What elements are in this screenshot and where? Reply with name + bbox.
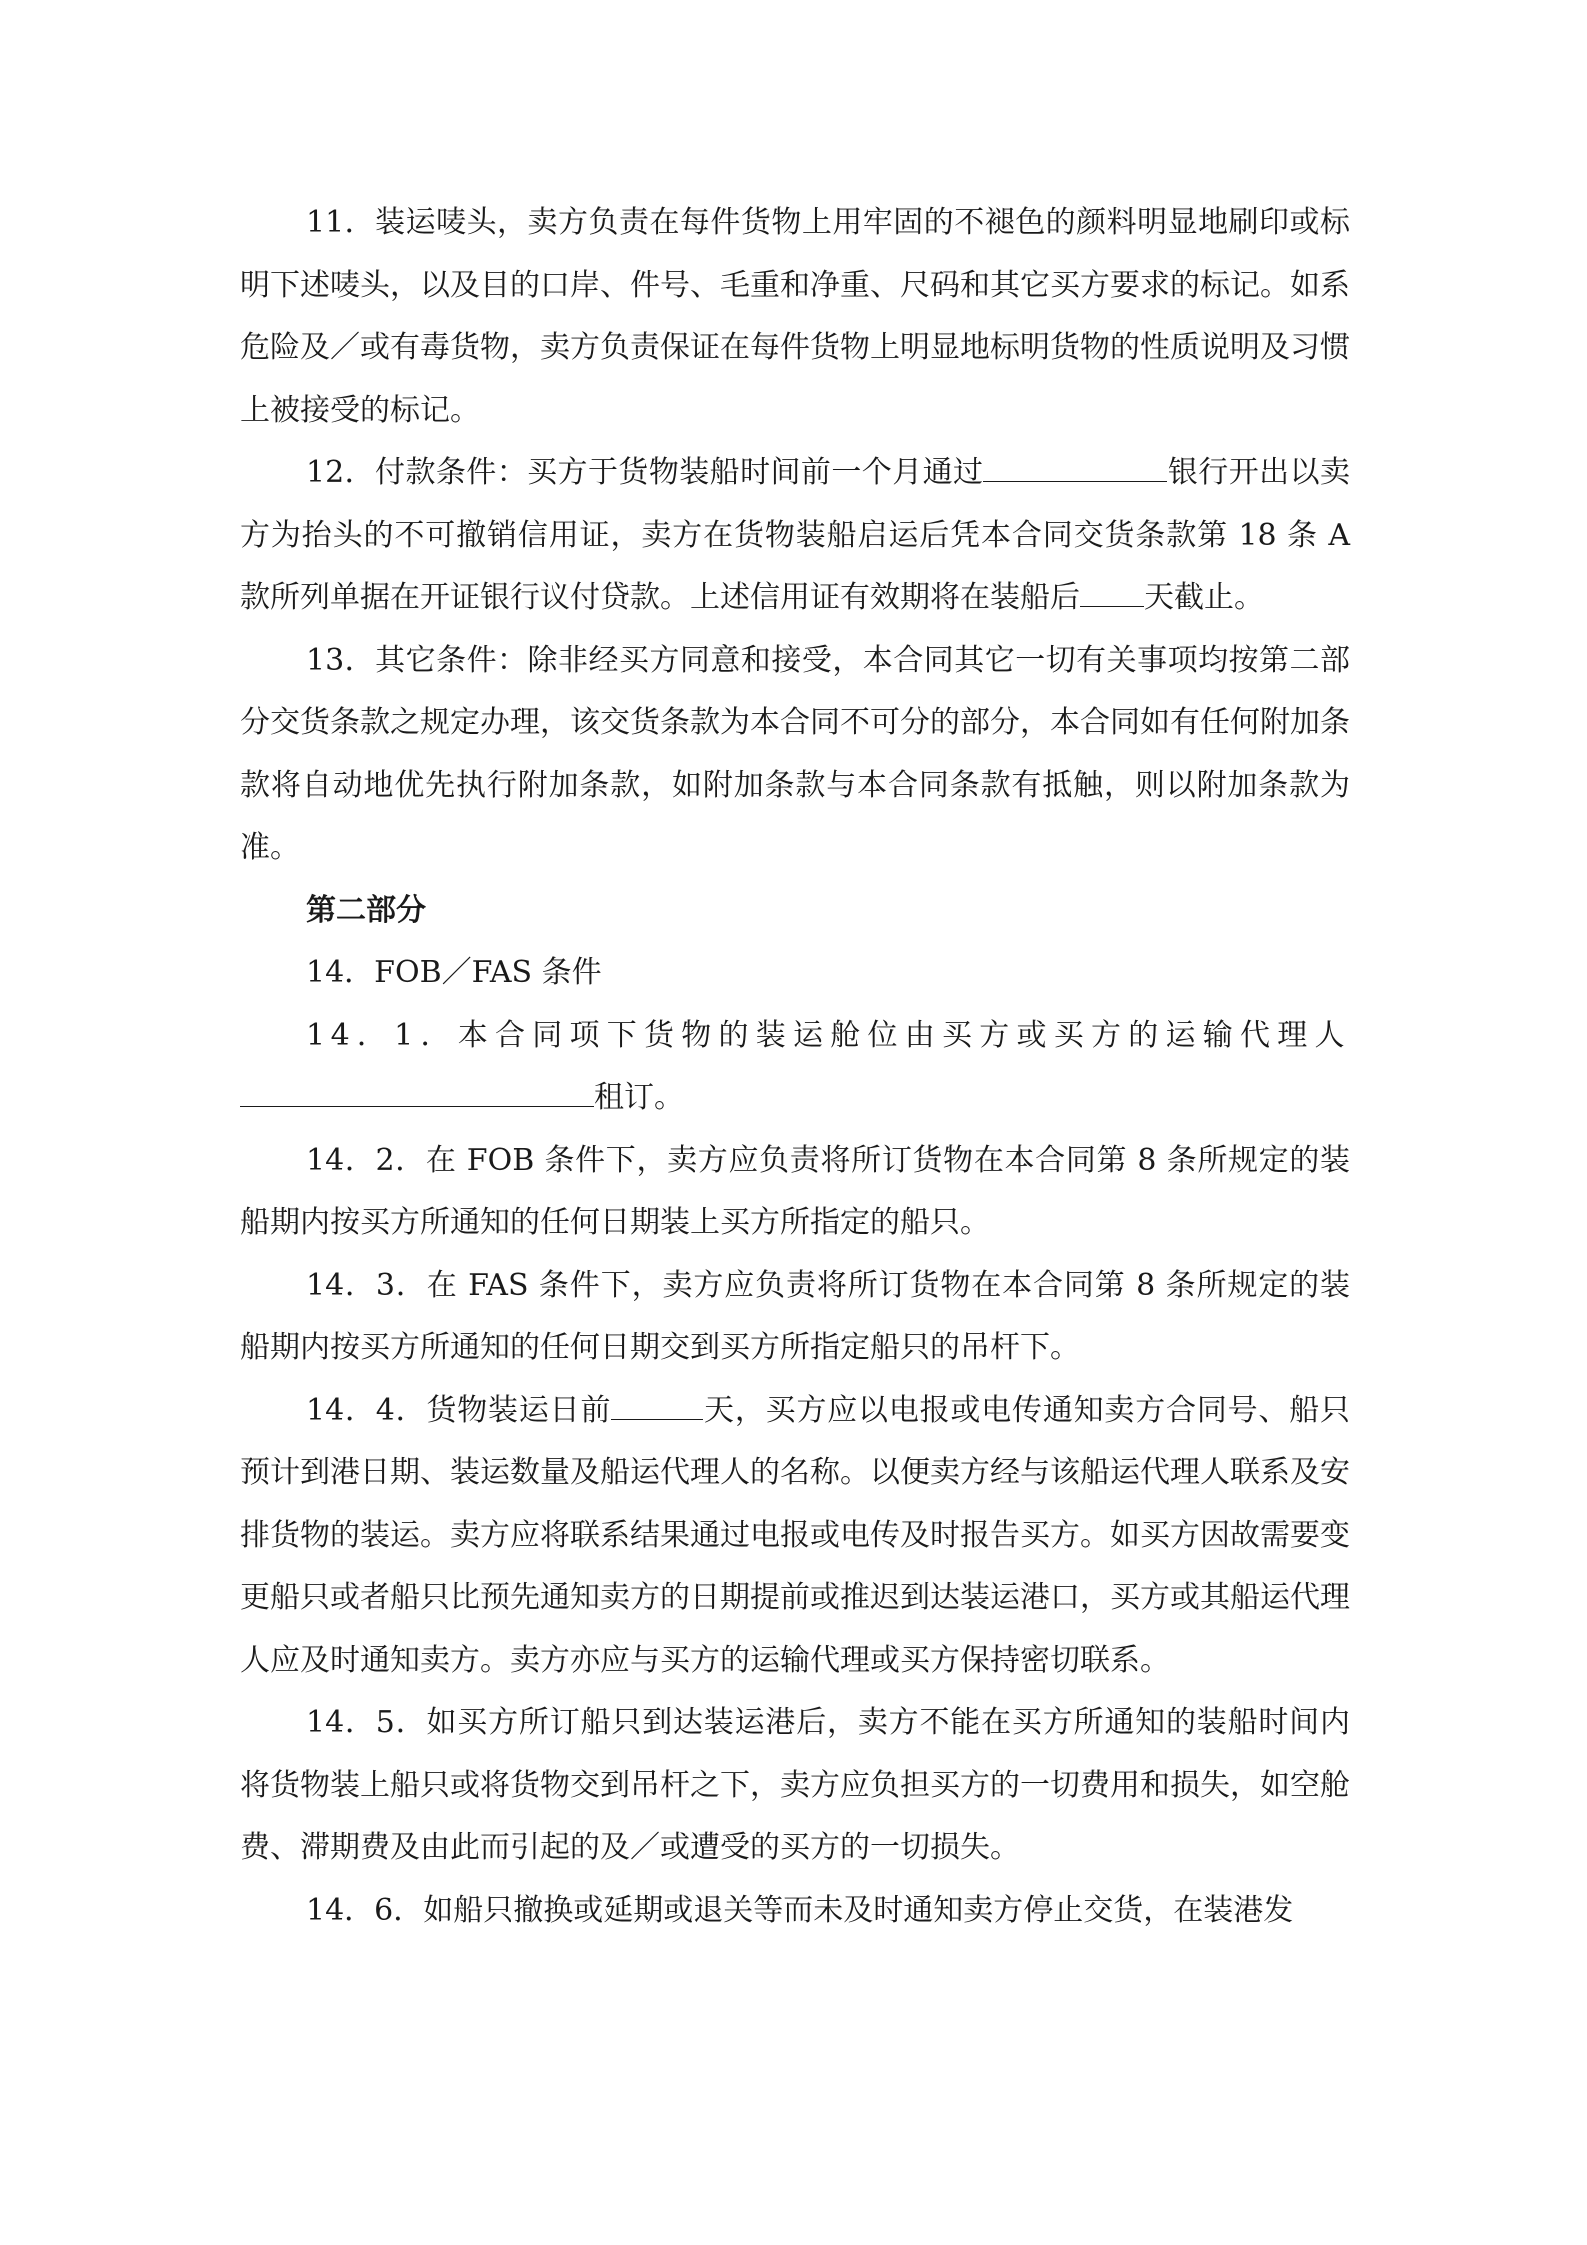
notice-days-blank[interactable]: [611, 1395, 703, 1420]
validity-days-blank[interactable]: [1080, 582, 1144, 607]
clause-14-1-part-a: 14．1．本合同项下货物的装运舱位由买方或买方的运输代理人: [306, 1017, 1350, 1053]
clause-14-3-fas: 14．3．在 FAS 条件下，卖方应负责将所订货物在本合同第 8 条所规定的装船期内按买方所通知的任何日期交到买方所指定船只的吊杆下。: [240, 1267, 1350, 1365]
clause-14-fob-fas-title: 14．FOB／FAS 条件: [306, 955, 602, 990]
clause-14-5-loading-failure: 14．5．如买方所订船只到达装运港后，卖方不能在买方所通知的装船时间内将货物装上船只或将货物交到吊杆之下，卖方应负担买方的一切费用和损失，如空舱费、滞期费及由此而引起的及／或遭受的买方的一切损失。: [240, 1705, 1350, 1865]
clause-12-part-c: 天截止。: [1144, 580, 1264, 615]
clause-13-other-terms: 13．其它条件：除非经买方同意和接受，本合同其它一切有关事项均按第二部分交货条款之规定办理，该交货条款为本合同不可分的部分，本合同如有任何附加条款将自动地优先执行附加条款，如附加条款与本合同条款有抵触，则以附加条款为准。: [240, 642, 1350, 865]
clause-14-4-part-b: 天，买方应以电报或电传通知卖方合同号、船只预计到港日期、装运数量及船运代理人的名称。以便卖方经与该船运代理人联系及安排货物的装运。卖方应将联系结果通过电报或电传及时报告买方。如买方因故需要变更船只或者船只比预先通知卖方的日期提前或推迟到达装运港口，买方或其船运代理人应及时通知卖方。卖方亦应与买方的运输代理或买方保持密切联系。: [240, 1392, 1351, 1678]
shipping-agent-blank[interactable]: [240, 1082, 594, 1107]
clause-14-1-part-b: 租订。: [594, 1080, 684, 1115]
clause-14-4-part-a: 14．4．货物装运日前: [306, 1392, 612, 1428]
bank-name-blank[interactable]: [983, 457, 1167, 482]
clause-12-part-a: 12．付款条件：买方于货物装船时间前一个月通过: [306, 455, 984, 490]
clause-14-4-notice: [240, 1380, 1350, 1693]
clause-14-1-shipping-space: [240, 1005, 1350, 1130]
clause-11-shipping-marks: 11．装运唛头，卖方负责在每件货物上用牢固的不褪色的颜料明显地刷印或标明下述唛头，以及目的口岸、件号、毛重和净重、尺码和其它买方要求的标记。如系危险及／或有毒货物，卖方负责保证在每件货物上明显地标明货物的性质说明及习惯上被接受的标记。: [240, 205, 1350, 428]
clause-14-2-fob: 14．2．在 FOB 条件下，卖方应负责将所订货物在本合同第 8 条所规定的装船期内按买方所通知的任何日期装上买方所指定的船只。: [240, 1142, 1350, 1240]
section-heading-part-two: 第二部分: [306, 892, 426, 928]
clause-12-part-b: 银行开出以卖方为抬头的不可撤销信用证，卖方在货物装船启运后凭本合同交货条款第 18 条 A 款所列单据在开证银行议付贷款。上述信用证有效期将在装船后: [240, 455, 1350, 615]
document-page: [240, 192, 1350, 1942]
clause-14-6-vessel-change: 14．6．如船只撤换或延期或退关等而未及时通知卖方停止交货，在装港发: [306, 1892, 1294, 1928]
clause-12-payment-terms: [240, 442, 1350, 630]
